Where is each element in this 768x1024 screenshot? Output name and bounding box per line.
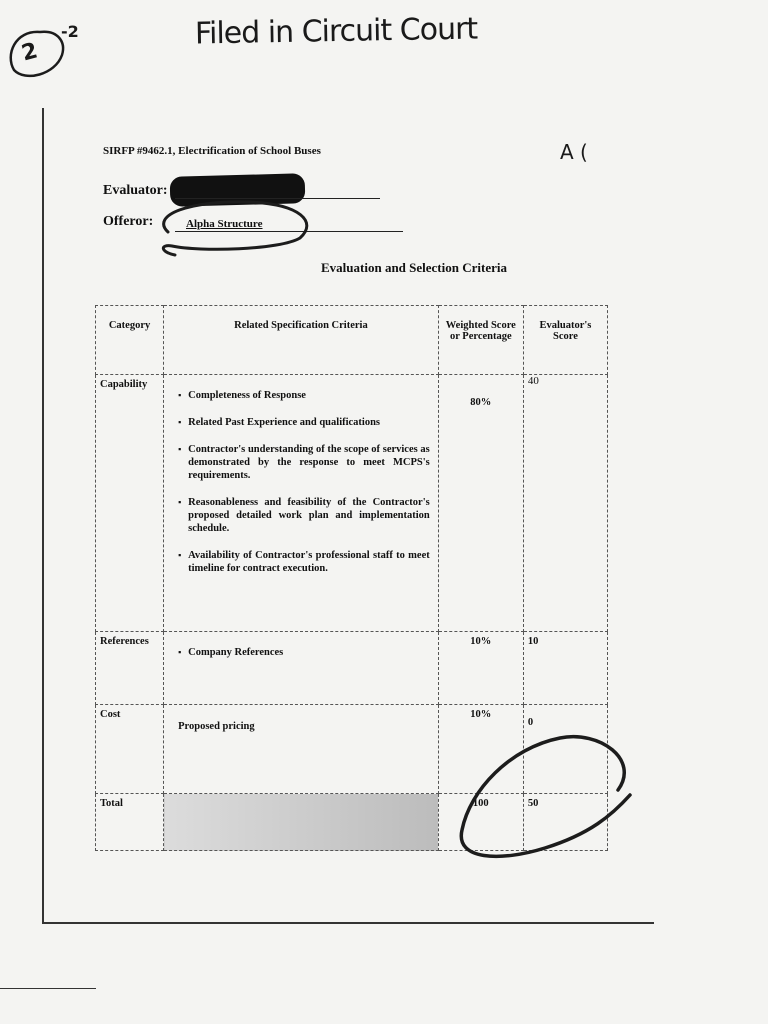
footer-rule bbox=[0, 988, 96, 989]
criteria-item: ▪ Company References bbox=[178, 646, 430, 659]
section-title-text: Evaluation and Selection Criteria bbox=[321, 260, 507, 275]
header-weight: Weighted Score or Percentage bbox=[438, 306, 523, 375]
weight-value: 10% bbox=[438, 705, 523, 794]
score-value: 0 bbox=[523, 705, 607, 794]
criteria-text: Proposed pricing bbox=[178, 721, 255, 732]
criteria-cell bbox=[164, 632, 439, 705]
evaluation-table bbox=[95, 305, 608, 851]
category-cell: Total bbox=[96, 794, 164, 851]
document-title: SIRFP #9462.1, Electrification of School Buses bbox=[103, 145, 321, 157]
criteria-list bbox=[168, 379, 434, 575]
header-category: Category bbox=[96, 306, 164, 375]
criteria-cell bbox=[164, 375, 439, 632]
criteria-item: ▪ Contractor's understanding of the scope of services as demonstrated by the response to meet MCPS's requirements. bbox=[178, 443, 430, 482]
section-title bbox=[0, 260, 768, 276]
criteria-item: ▪ Availability of Contractor's professional staff to meet timeline for contract execution. bbox=[178, 549, 430, 575]
category-cell: References bbox=[96, 632, 164, 705]
handwritten-page-number: 2 bbox=[19, 38, 41, 67]
header-criteria: Related Specification Criteria bbox=[164, 306, 439, 375]
header-score: Evaluator's Score bbox=[523, 306, 607, 375]
score-value: 40 bbox=[527, 375, 539, 387]
page-bottom-border bbox=[44, 922, 654, 924]
category-cell: Capability bbox=[96, 375, 164, 632]
offeror-label: Offeror: bbox=[103, 214, 154, 229]
table-row-cost bbox=[96, 705, 608, 794]
weight-cell bbox=[438, 375, 523, 632]
criteria-item: ▪ Reasonableness and feasibility of the Contractor's proposed detailed work plan and implementation schedule. bbox=[178, 496, 430, 535]
weight-value: 80% bbox=[470, 397, 492, 408]
evaluator-redaction bbox=[170, 173, 306, 207]
score-value: 50 bbox=[523, 794, 607, 851]
weight-value: 10% bbox=[438, 632, 523, 705]
table-row-capability bbox=[96, 375, 608, 632]
handwritten-page-suffix: -2 bbox=[61, 22, 79, 41]
category-cell: Cost bbox=[96, 705, 164, 794]
shaded-cell bbox=[164, 794, 439, 851]
score-value: 10 bbox=[523, 632, 607, 705]
page-left-border bbox=[42, 108, 44, 924]
score-cell bbox=[523, 375, 607, 632]
evaluator-label: Evaluator: bbox=[103, 183, 168, 198]
table-row-references bbox=[96, 632, 608, 705]
criteria-item: ▪ Related Past Experience and qualifications bbox=[178, 416, 430, 429]
evaluator-underline bbox=[175, 198, 380, 199]
criteria-list bbox=[168, 636, 434, 659]
offeror-underline bbox=[175, 231, 403, 232]
weight-value: 100 bbox=[438, 794, 523, 851]
offeror-value: Alpha Structure bbox=[186, 218, 263, 230]
table-row-total bbox=[96, 794, 608, 851]
handwritten-corner-mark: A ( bbox=[560, 140, 588, 164]
handwritten-filed-note: Filed in Circuit Court bbox=[194, 11, 478, 52]
table-header-row bbox=[96, 306, 608, 375]
criteria-cell bbox=[164, 705, 439, 794]
criteria-item: ▪ Completeness of Response bbox=[178, 389, 430, 402]
